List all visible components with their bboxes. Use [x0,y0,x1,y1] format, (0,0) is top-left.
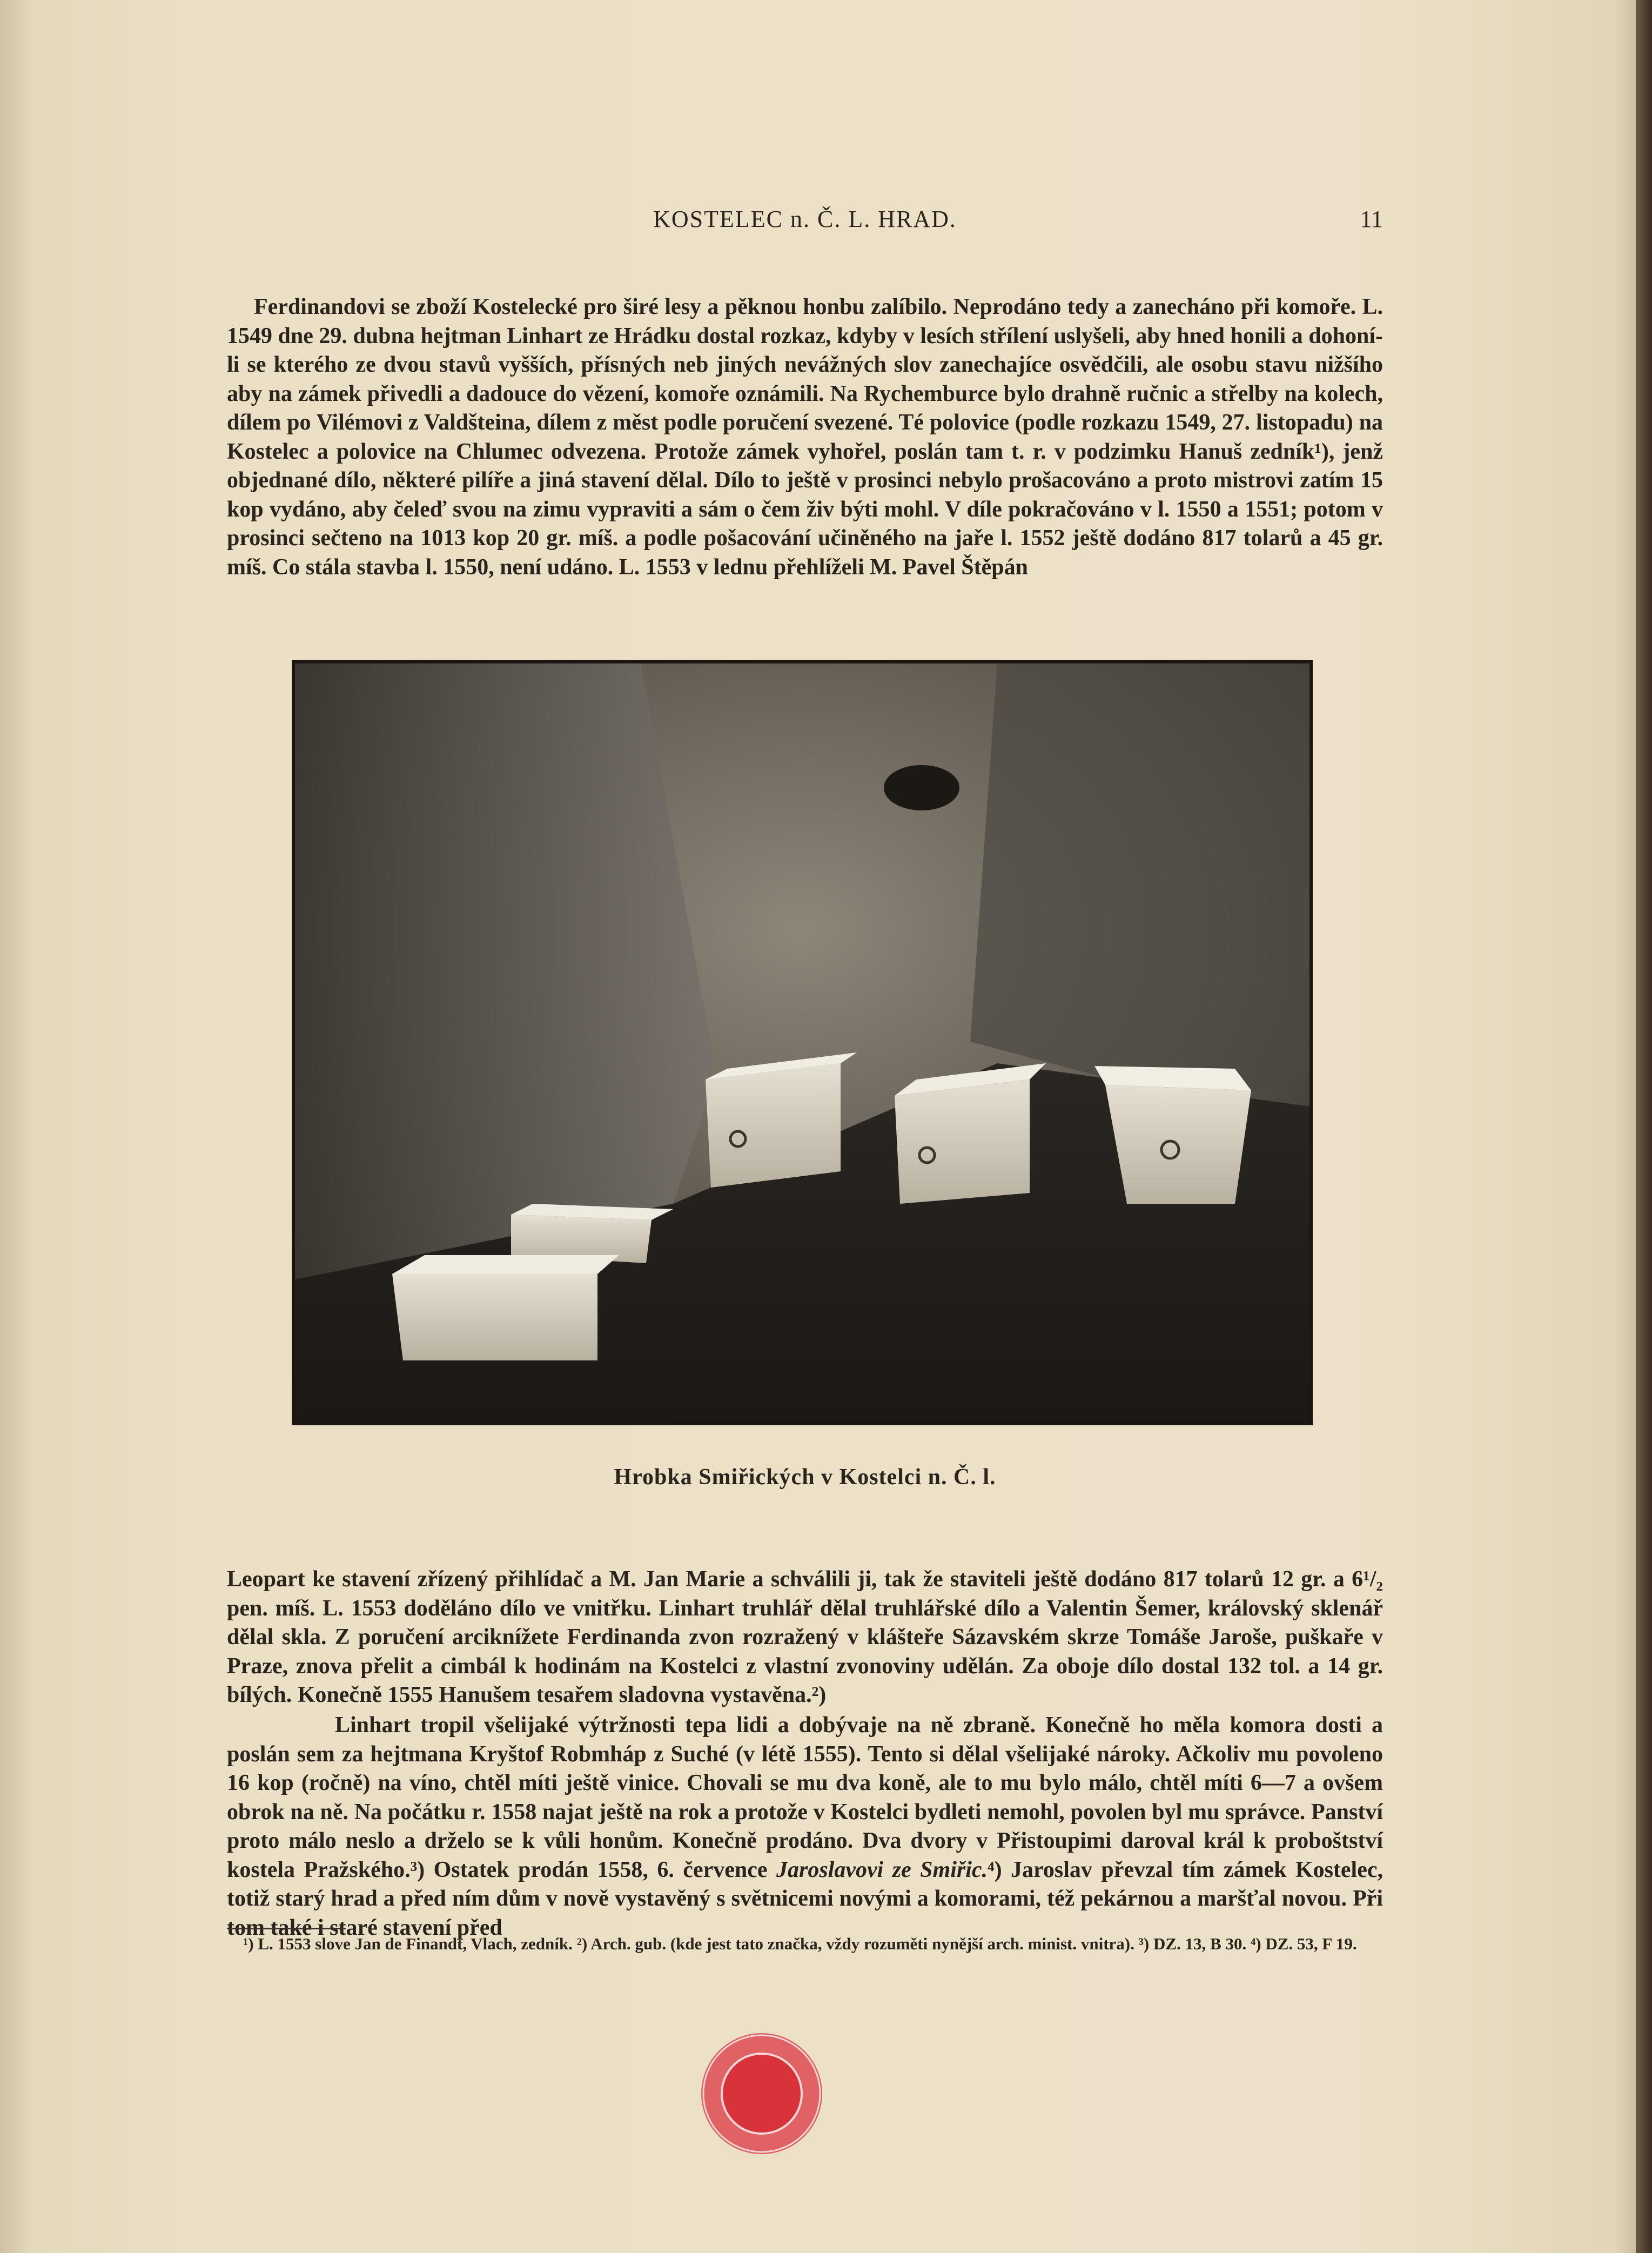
figure-caption: Hrobka Smiřických v Kostelci n. Č. l. [614,1465,996,1490]
stamp-seal-icon [697,2029,827,2158]
paragraph-2: Leopart ke stavení zřízený přihlídač a M. Jan Marie a schválili ji, tak že staviteli ještě dodáno 817 tolarů 12 gr. a 6¹/₂ pen. míš. L. 1553 doděláno dílo ve vnitřku. Linhart truhlář dělal truhlářské dílo a Valentin Šemer, královský sklenář dělal skla. Z poručení arciknížete Ferdinanda zvon rozražený v klášteře Sázavském skrze Tomáše Jaroše, puškaře v Praze, znova přelit a cimbál k hodinám na Kostelci z vlastní zvonoviny udělán. Za oboje dílo dostal 132 tol. a 14 gr. bílých. Konečně 1555 Hanušem tesařem sladovna vystavěna.²) [227,1567,1383,1707]
personal-name: Jaroslavovi ze Smiřic. [776,1857,988,1882]
coffin-back-center [895,1063,1046,1204]
page-number: 11 [1360,206,1383,232]
paragraph-3 [227,1711,1383,1942]
paragraph-1: Ferdinandovi se zboží Kostelecké pro širé lesy a pěknou honbu zalíbilo. Neprodáno tedy a zanecháno při komoře. L. 1549 dne 29. dubna hejtman Linhart ze Hrádku dostal rozkaz, kdyby v lesích střílení uslyšeli, aby hned honili a dohoní-li se kterého ze dvou stavů vyšších, přísných neb jiných nevážných slov zanechajíce osvědčili, ale osobu stavu nižšího aby na zámek přivedli a dadouce do vězení, komoře oznámili. Na Rychemburce bylo drahně ručnic a střelby na kolech, dílem po Vilémovi z Valdšteina, dílem z měst podle poručení svezené. Té polovice (podle rozkazu 1549, 27. listopadu) na Kostelec a polovice na Chlumec odvezena. Protože zámek vyhořel, poslán tam t. r. v podzimku Hanuš zedník¹), jenž objednané dílo, některé pilíře a jiná stavení dělal. Dílo to ještě v prosinci nebylo prošacováno a proto mistrovi zatím 15 kop vydáno, aby čeleď svou na zimu vypraviti a sám o čem živ býti mohl. V díle pokračováno v l. 1550 a 1551; potom v prosinci sečteno na 1013 kop 20 gr. míš. a podle pošacování učiněného na jaře l. 1552 ještě dodáno 817 tolarů a 45 gr. míš. Co stála stavba l. 1550, není udáno. L. 1553 v lednu přehlíželi M. Pavel Štěpán [227,294,1383,580]
coffin-back-left [706,1052,857,1188]
crypt-photograph [292,660,1313,1425]
paragraph-3-start: Linhart tropil všelijaké výtržnosti tepa lidi a dobývaje na ně zbraně. Konečně ho měla komora dosti a poslán sem za hejtmana Kryštof Robmháp z Suché (v létě 1555). Tento si dělal všelijaké nároky. Ačkoliv mu povoleno 16 kop (ročně) na víno, chtěl míti ještě vinice. Chovali se mu dva koně, ale to mu bylo málo, chtěl míti 6—7 a ovšem obrok na ně. Na počátku r. 1558 najat ještě na rok a protože v Kostelci bydleti nemohl, povolen byl mu správce. Panství proto málo neslo a drželo se k vůli honům. Konečně prodáno. Dva dvory v Přistoupimi daroval král k proboštství kostela Pražského.³) Ostatek prodán 1558, 6. července [227,1713,1383,1882]
paragraph-3-end: ⁴) Jaroslav převzal tím zámek Kostelec, totiž starý hrad a před ním dům v nově vystavěný s světnicemi novými a komorami, též pekárnou a maršťal novou. Při tom také i staré stavení před [227,1857,1384,1940]
running-head [227,205,1383,238]
running-title: KOSTELEC n. Č. L. HRAD. [653,206,957,232]
coffin-front-left [392,1255,619,1360]
footnotes: ¹) L. 1553 slove Jan de Finandt, Vlach, zedník. ²) Arch. gub. (kde jest tato značka, vždy rozuměti nynější arch. minist. vnitra). ³) DZ. 13, B 30. ⁴) DZ. 53, F 19. [243,1934,1357,1953]
crypt-illustration [295,663,1309,1422]
library-stamp [697,2029,827,2158]
binding-edge [1636,0,1652,2253]
footnote-rule [227,1928,346,1929]
